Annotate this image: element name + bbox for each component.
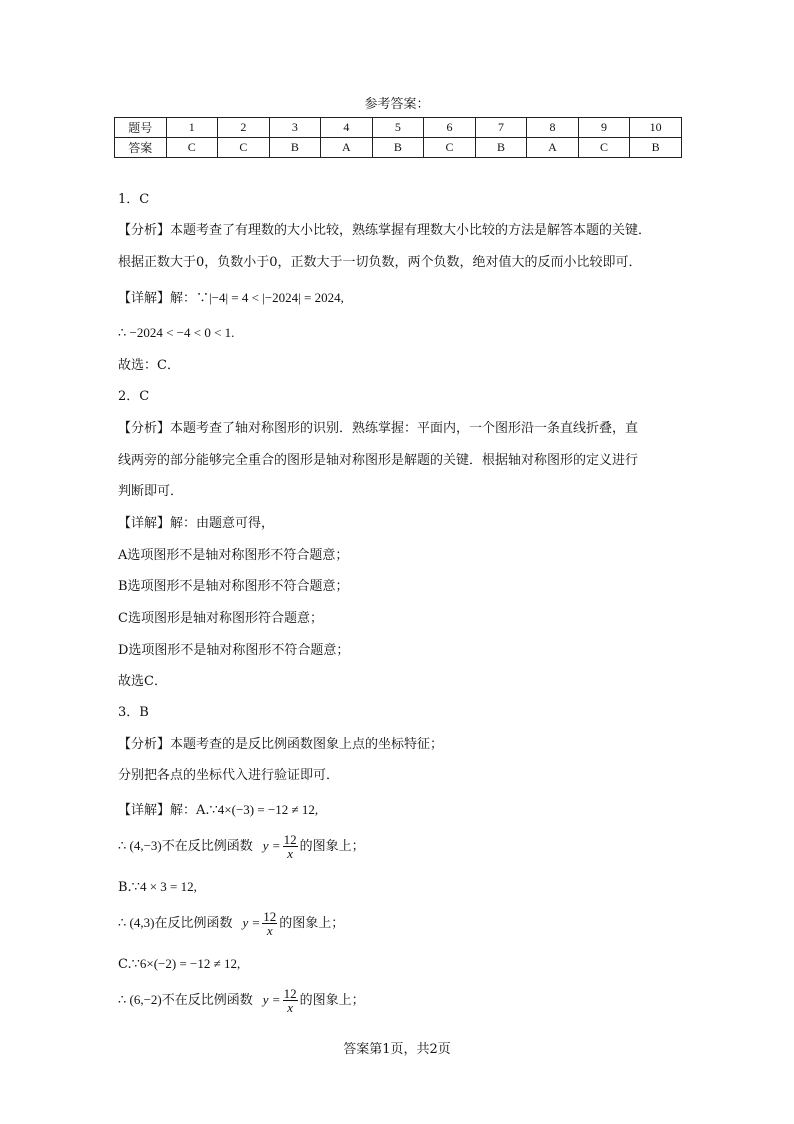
q2-choice: 故选C．: [118, 674, 167, 689]
table-row: [115, 118, 682, 138]
conclusion-suffix: 的图象上；: [299, 839, 365, 854]
fraction: [283, 833, 298, 860]
q1-detail-line: [118, 288, 344, 309]
function-y: y =: [242, 915, 261, 930]
answer-cell: B: [269, 138, 321, 158]
table-row: [115, 138, 682, 158]
answer-cell: A: [527, 138, 579, 158]
math-expression: 4 × 3 = 12,: [139, 879, 197, 894]
question-number: 3: [269, 118, 321, 138]
table-row-head: 答案: [115, 138, 167, 158]
detail-label: 【详解】解：∵: [118, 291, 210, 306]
math-expression: 4×(−3) = −12 ≠ 12,: [217, 802, 319, 817]
q3-detail-c: [118, 954, 240, 975]
fraction-denominator: x: [266, 923, 273, 938]
question-number: 6: [424, 118, 476, 138]
q1-analysis-line: 【分析】本题考查了有理数的大小比较，熟练掌握有理数大小比较的方法是解答本题的关键．: [118, 223, 652, 238]
q3-analysis-line: 【分析】本题考查的是反比例函数图象上点的坐标特征；: [118, 737, 444, 752]
question-number: 9: [578, 118, 630, 138]
math-expression: 6×(−2) = −12 ≠ 12,: [139, 956, 241, 971]
q2-option-d: D选项图形不是轴对称图形不符合题意；: [118, 643, 350, 658]
q2-heading: 2．C: [118, 389, 150, 404]
math-expression: |−4| = 4 < |−2024| = 2024,: [209, 290, 344, 305]
conclusion-text: 不在反比例函数: [161, 993, 253, 1008]
answer-cell: C: [218, 138, 270, 158]
question-number: 8: [527, 118, 579, 138]
q3-detail-a: [118, 800, 318, 821]
answer-cell: A: [321, 138, 373, 158]
q2-detail-line: 【详解】解：由题意可得，: [118, 516, 275, 531]
function-y: y =: [262, 992, 281, 1007]
q2-option-b: B选项图形不是轴对称图形不符合题意；: [118, 579, 349, 594]
question-number: 4: [321, 118, 373, 138]
conclusion-suffix: 的图象上；: [299, 993, 365, 1008]
point-expression: ∴ (4,3): [118, 915, 155, 930]
option-label: B.∵: [118, 880, 140, 895]
fraction-numerator: 12: [283, 986, 297, 1001]
answer-cell: B: [475, 138, 527, 158]
q1-heading: 1．C: [118, 192, 150, 207]
q3-detail-b: [118, 877, 197, 898]
fraction-numerator: 12: [263, 909, 277, 924]
question-number: 7: [475, 118, 527, 138]
q3-conclusion-b: [118, 910, 344, 937]
answer-cell: C: [166, 138, 218, 158]
option-label: C.∵: [118, 957, 140, 972]
page-footer: 答案第1页，共2页: [343, 1042, 451, 1057]
answer-cell: C: [424, 138, 476, 158]
q3-heading: 3．B: [118, 705, 149, 720]
answer-cell: B: [630, 138, 682, 158]
q2-option-a: A选项图形不是轴对称图形不符合题意；: [118, 548, 349, 563]
question-number: 5: [372, 118, 424, 138]
function-y: y =: [262, 838, 281, 853]
q1-choice: 故选：C．: [118, 358, 180, 373]
question-number: 2: [218, 118, 270, 138]
fraction-numerator: 12: [283, 832, 297, 847]
answer-cell: B: [372, 138, 424, 158]
conclusion-text: 不在反比例函数: [161, 839, 253, 854]
fraction: [262, 910, 277, 937]
table-row-head: 题号: [115, 118, 167, 138]
q2-analysis-line: 【分析】本题考查了轴对称图形的识别．熟练掌握：平面内，一个图形沿一条直线折叠，直: [118, 421, 639, 436]
q3-conclusion-a: [118, 833, 365, 860]
conclusion-text: 在反比例函数: [154, 916, 233, 931]
q2-analysis-line: 线两旁的部分能够完全重合的图形是轴对称图形是解题的关键．根据轴对称图形的定义进行: [118, 453, 639, 468]
q3-analysis-line: 分别把各点的坐标代入进行验证即可．: [118, 768, 340, 783]
q2-analysis-line: 判断即可．: [118, 484, 184, 499]
q3-conclusion-c: [118, 987, 365, 1014]
detail-label: 【详解】解：A.∵: [118, 803, 218, 818]
point-expression: ∴ (4,−3): [118, 838, 162, 853]
answer-table: [114, 117, 682, 158]
q2-option-c: C选项图形是轴对称图形符合题意；: [118, 611, 323, 626]
page-title: 参考答案：: [364, 97, 430, 112]
q1-analysis-line: 根据正数大于0，负数小于0，正数大于一切负数，两个负数，绝对值大的反而小比较即可．: [118, 255, 642, 270]
fraction: [283, 987, 298, 1014]
question-number: 10: [630, 118, 682, 138]
conclusion-suffix: 的图象上；: [279, 916, 345, 931]
answer-cell: C: [578, 138, 630, 158]
fraction-denominator: x: [287, 846, 293, 861]
point-expression: ∴ (6,−2): [118, 992, 162, 1007]
fraction-denominator: x: [287, 1000, 293, 1015]
q1-therefore-line: ∴ −2024 < −4 < 0 < 1.: [118, 325, 235, 340]
question-number: 1: [166, 118, 218, 138]
